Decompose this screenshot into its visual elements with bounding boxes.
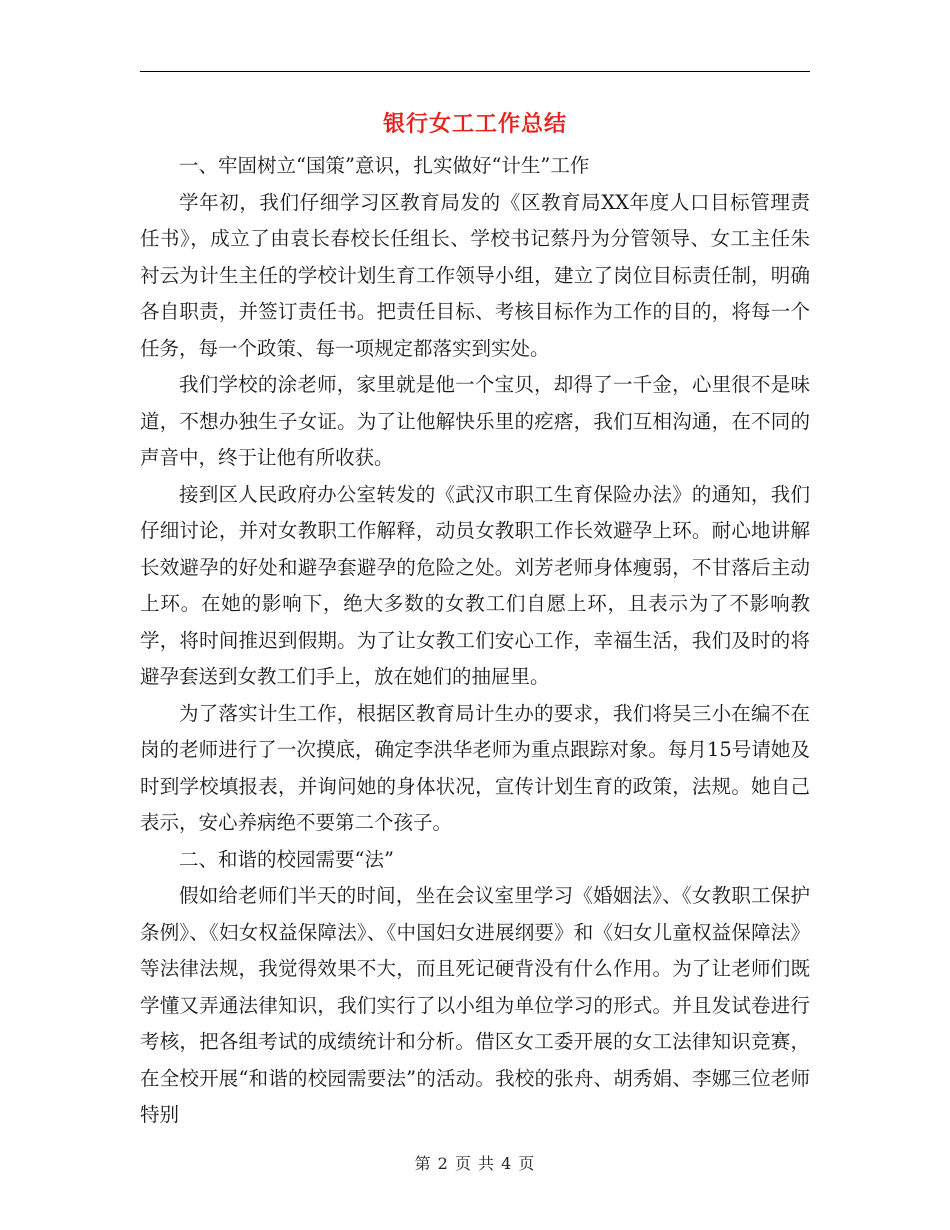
- document-body: [140, 148, 810, 1134]
- paragraph: 假如给老师们半天的时间，坐在会议室里学习《婚姻法》、《女教职工保护条例》、《妇女权益保障法》、《中国妇女进展纲要》和《妇女儿童权益保障法》等法律法规，我觉得效果不大，而且死记硬背没有什么作用。为了让老师们既学懂又弄通法律知识，我们实行了以小组为单位学习的形式。并且发试卷进行考核，把各组考试的成绩统计和分析。借区女工委开展的女工法律知识竞赛，在全校开展“和谐的校园需要法”的活动。我校的张舟、胡秀娟、李娜三位老师特别: [140, 884, 810, 1126]
- document-title: 银行女工工作总结: [382, 111, 567, 137]
- page-number-footer: 第 2 页 共 4 页: [414, 1154, 536, 1173]
- section-heading-2: 二、和谐的校园需要“法”: [179, 847, 394, 871]
- paragraph: 接到区人民政府办公室转发的《武汉市职工生育保险办法》的通知，我们仔细讨论，并对女教职工作解释，动员女教职工作长效避孕上环。耐心地讲解长效避孕的好处和避孕套避孕的危险之处。刘芳老师身体瘦弱，不甘落后主动上环。在她的影响下，绝大多数的女教工们自愿上环，且表示为了不影响教学，将时间推迟到假期。为了让女教工们安心工作，幸福生活，我们及时的将避孕套送到女教工们手上，放在她们的抽屉里。: [140, 482, 810, 688]
- paragraph: 学年初，我们仔细学习区教育局发的《区教育局XX年度人口目标管理责任书》，成立了由袁长春校长任组长、学校书记蔡丹为分管领导、女工主任朱衬云为计生主任的学校计划生育工作领导小组，建立了岗位目标责任制，明确各自职责，并签订责任书。把责任目标、考核目标作为工作的目的，将每一个任务，每一个政策、每一项规定都落实到实处。: [140, 190, 810, 360]
- paragraph: 为了落实计生工作，根据区教育局计生办的要求，我们将吴三小在编不在岗的老师进行了一次摸底，确定李洪华老师为重点跟踪对象。每月15号请她及时到学校填报表，并询问她的身体状况，宣传计划生育的政策，法规。她自己表示，安心养病绝不要第二个孩子。: [140, 701, 810, 834]
- header-rule: [140, 71, 810, 72]
- section-heading-1: 一、牢固树立“国策”意识，扎实做好“计生”工作: [179, 154, 590, 177]
- paragraph: 我们学校的涂老师，家里就是他一个宝贝，却得了一千金，心里很不是味道，不想办独生子女证。为了让他解快乐里的疙瘩，我们互相沟通，在不同的声音中，终于让他有所收获。: [140, 373, 810, 469]
